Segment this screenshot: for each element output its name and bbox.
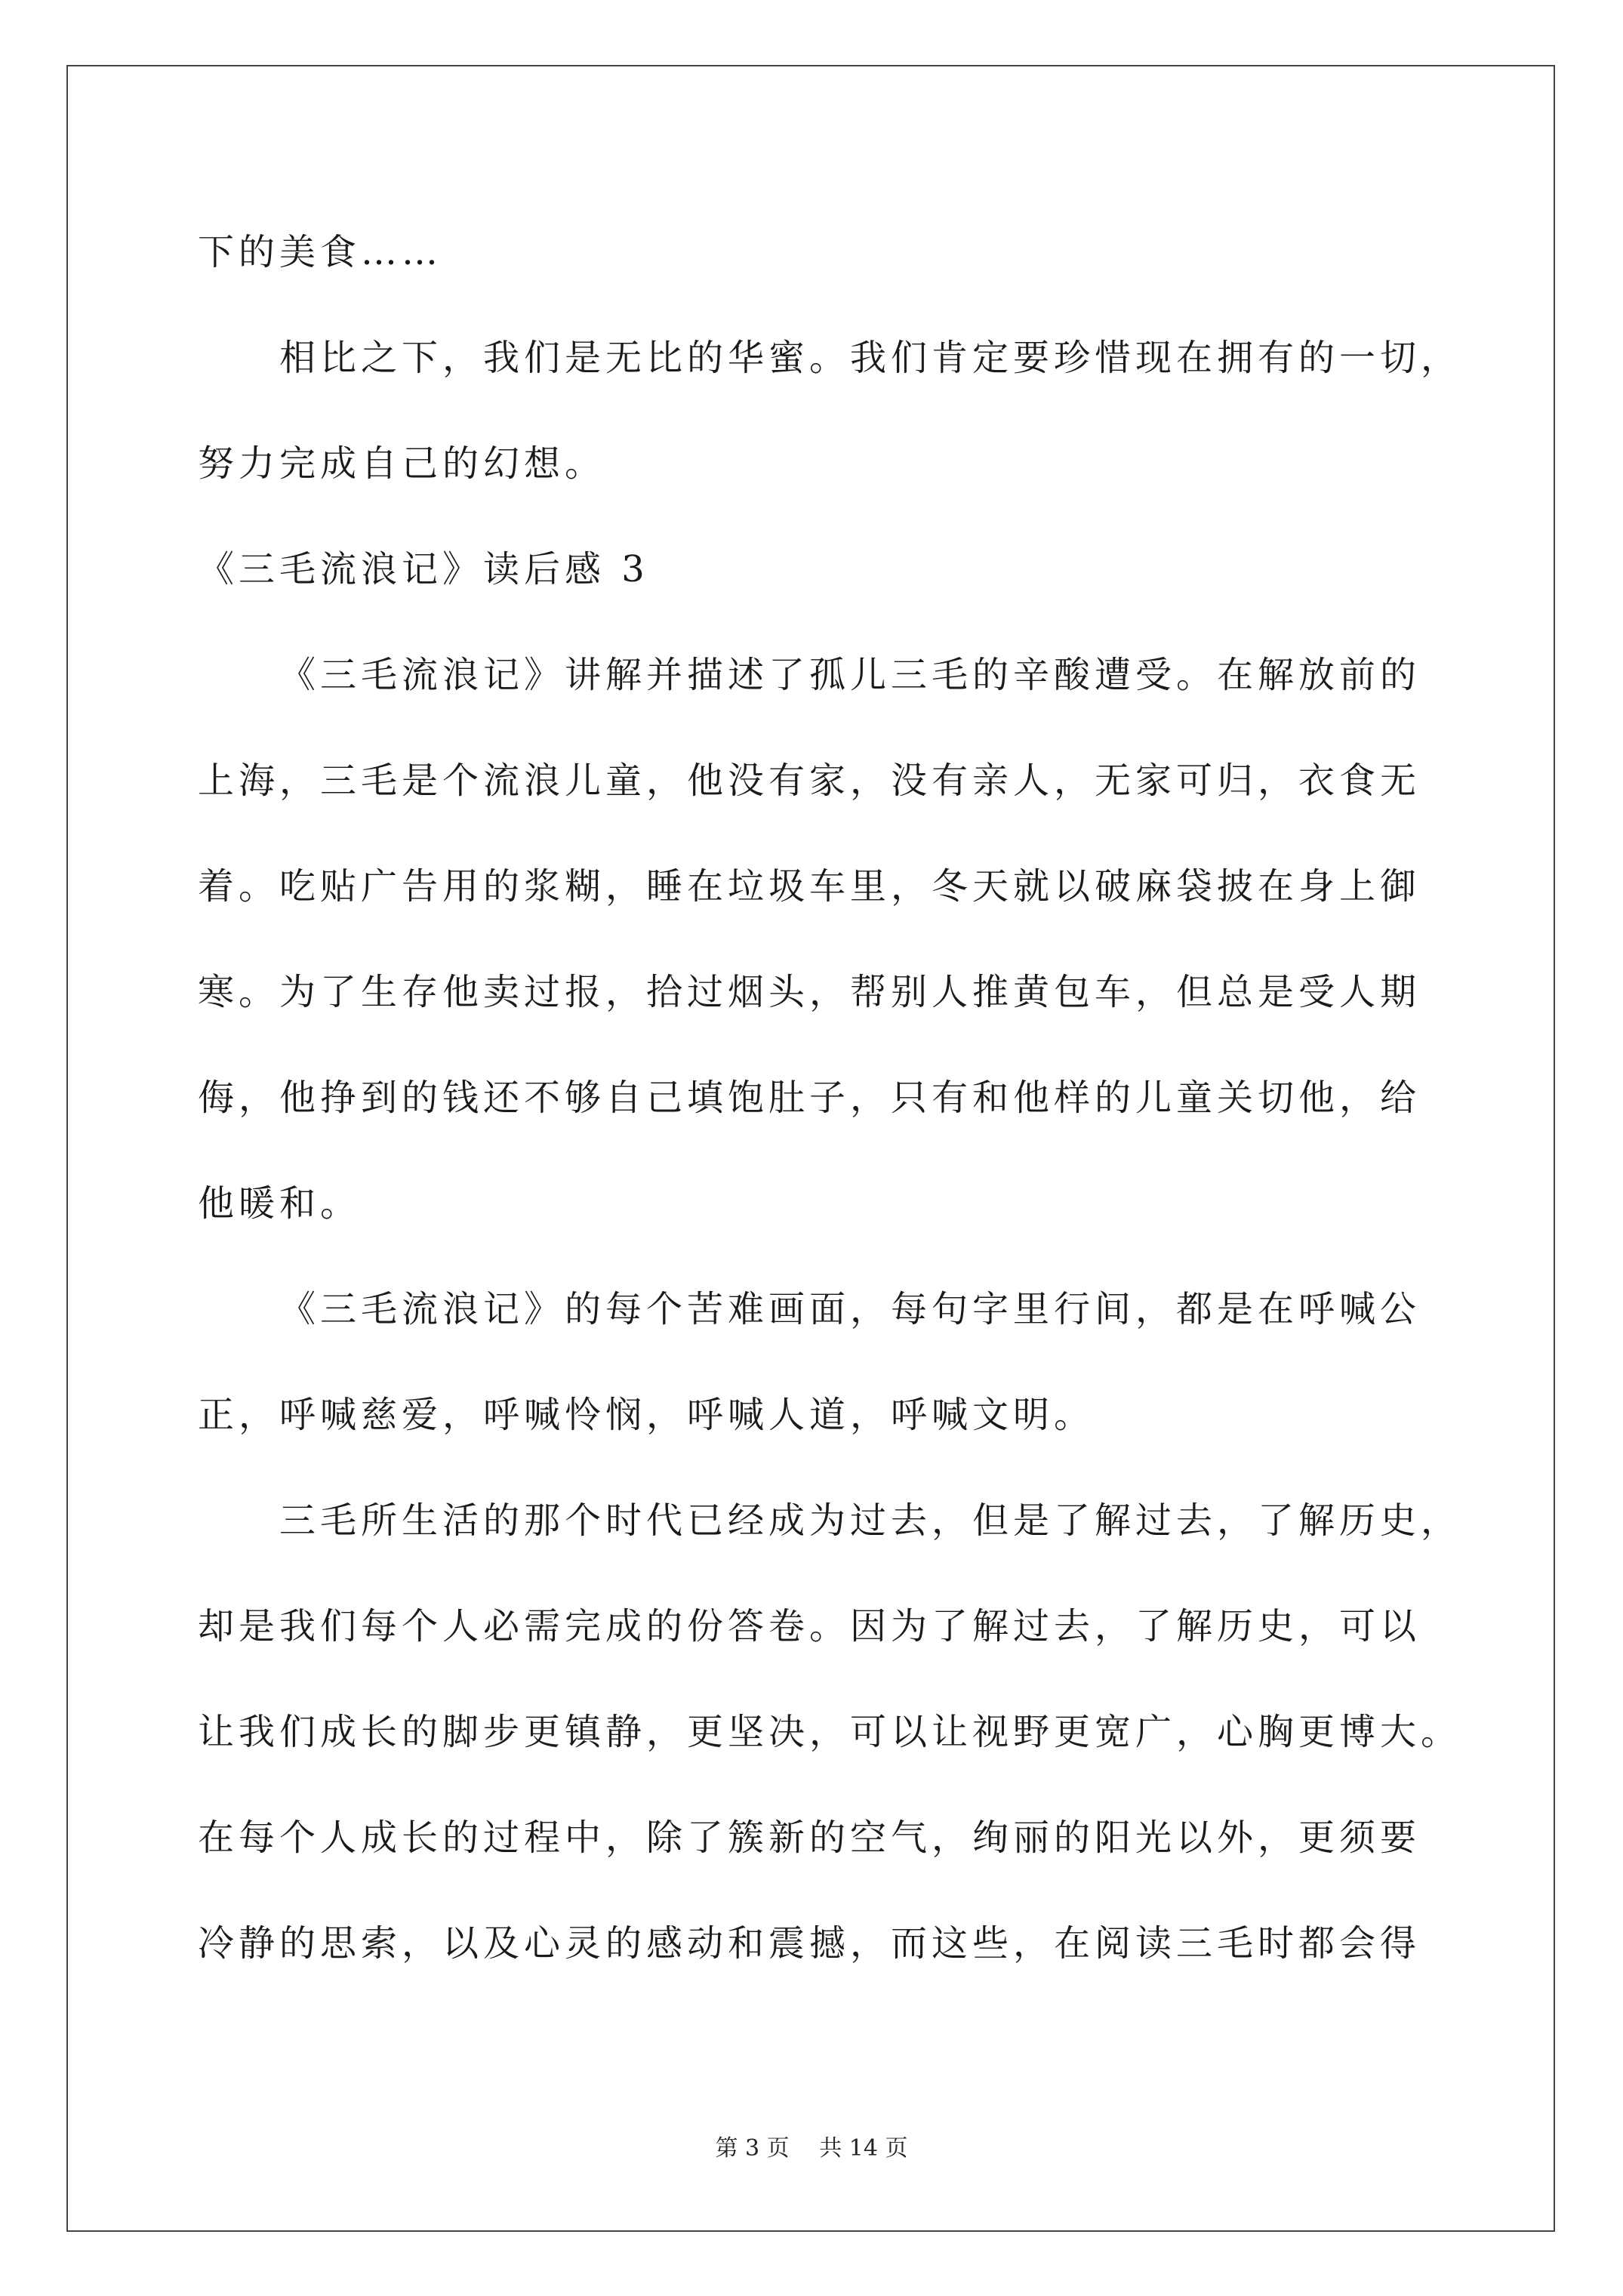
body-text-line: 着。吃贴广告用的浆糊，睡在垃圾车里，冬天就以破麻袋披在身上御 — [198, 865, 1421, 908]
body-text-line: 让我们成长的脚步更镇静，更坚决，可以让视野更宽广，心胸更博大。 — [198, 1711, 1462, 1753]
section-heading: 《三毛流浪记》读后感 3 — [198, 548, 649, 590]
page-number-footer: 第 3 页 共 14 页 — [715, 2135, 908, 2162]
body-text-line: 却是我们每个人必需完成的份答卷。因为了解过去，了解历史，可以 — [198, 1605, 1421, 1647]
body-text-line: 下的美食…… — [198, 231, 443, 273]
body-text-line: 在每个人成长的过程中，除了簇新的空气，绚丽的阳光以外，更须要 — [198, 1817, 1421, 1859]
body-text-line: 侮，他挣到的钱还不够自己填饱肚子，只有和他样的儿童关切他，给 — [198, 1077, 1421, 1119]
body-text-line: 冷静的思索，以及心灵的感动和震撼，而这些，在阅读三毛时都会得 — [198, 1922, 1421, 1965]
body-text-line: 正，呼喊慈爱，呼喊怜悯，呼喊人道，呼喊文明。 — [198, 1394, 1095, 1436]
body-text-line: 寒。为了生存他卖过报，拾过烟头，帮别人推黄包车，但总是受人期 — [198, 971, 1421, 1013]
body-text-line: 他暖和。 — [198, 1182, 362, 1225]
paragraph-first-line: 相比之下，我们是无比的华蜜。我们肯定要珍惜现在拥有的一切， — [279, 337, 1462, 379]
paragraph-first-line: 《三毛流浪记》的每个苦难画面，每句字里行间，都是在呼喊公 — [279, 1288, 1421, 1330]
page-frame — [66, 65, 1555, 2232]
paragraph-first-line: 《三毛流浪记》讲解并描述了孤儿三毛的辛酸遭受。在解放前的 — [279, 654, 1421, 696]
body-text-line: 上海，三毛是个流浪儿童，他没有家，没有亲人，无家可归，衣食无 — [198, 760, 1421, 802]
paragraph-first-line: 三毛所生活的那个时代已经成为过去，但是了解过去，了解历史， — [279, 1499, 1462, 1542]
body-text-line: 努力完成自己的幻想。 — [198, 442, 606, 485]
